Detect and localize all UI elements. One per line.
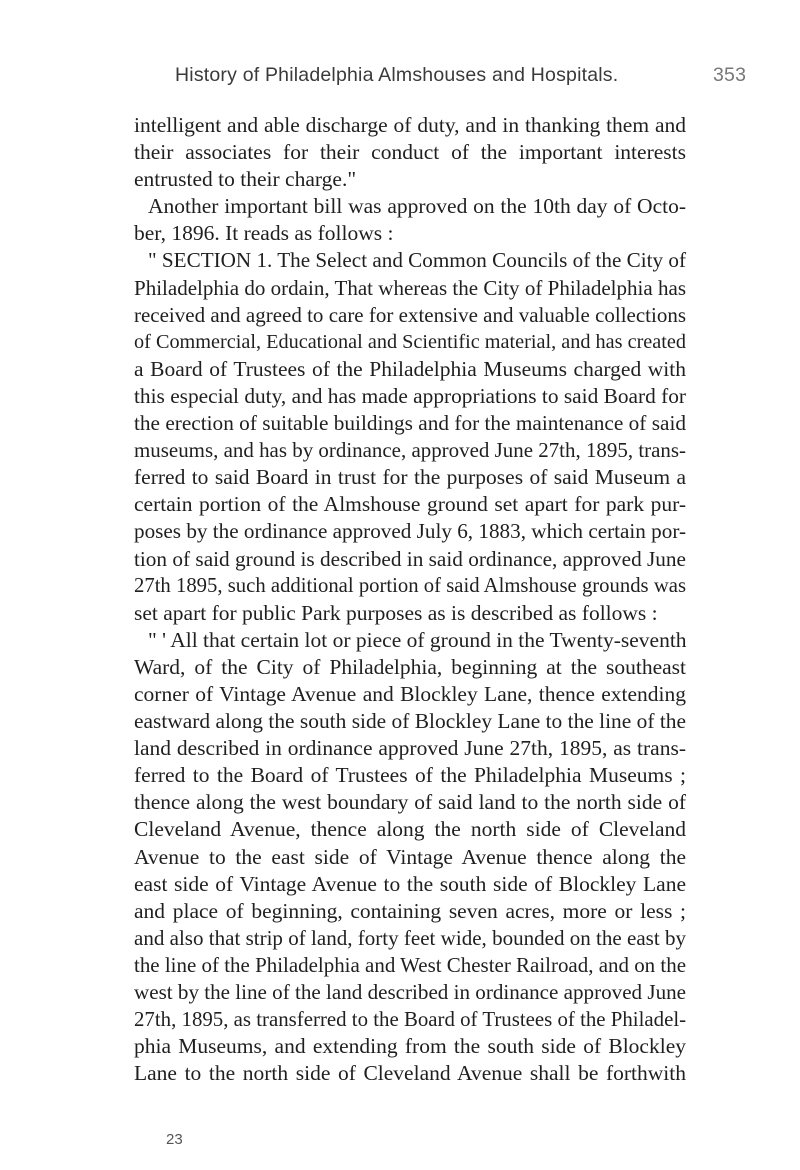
text-line: Philadelphia do ordain, That whereas the City of Philadelphia has [134, 275, 686, 300]
running-title: History of Philadelphia Almshouses and Hospitals. [175, 64, 619, 86]
text-line: certain portion of the Almshouse ground set apart for park pur- [134, 492, 686, 517]
text-line: Ward, of the City of Philadelphia, beginning at the southeast [134, 654, 686, 679]
text-line: ferred to said Board in trust for the purposes of said Museum a [134, 465, 686, 490]
text-line: corner of Vintage Avenue and Blockley Lane, thence extending [134, 681, 686, 706]
text-line: the erection of suitable buildings and for the maintenance of said [134, 411, 686, 436]
body-text [134, 112, 686, 1087]
text-line: Another important bill was approved on the 10th day of Octo- [148, 194, 686, 219]
signature-mark: 23 [166, 1131, 183, 1148]
text-line: east side of Vintage Avenue to the south side of Blockley Lane [134, 871, 686, 896]
text-line: thence along the west boundary of said land to the north side of [134, 790, 686, 815]
text-line: eastward along the south side of Blockley Lane to the line of the [134, 709, 686, 734]
text-line: tion of said ground is described in said ordinance, approved June [134, 546, 686, 571]
text-line: phia Museums, and extending from the south side of Blockley [134, 1034, 686, 1059]
text-line: museums, and has by ordinance, approved June 27th, 1895, trans- [134, 438, 686, 463]
text-line: set apart for public Park purposes as is described as follows : [134, 600, 658, 625]
text-line: received and agreed to care for extensive and valuable collections [134, 302, 686, 327]
text-line: Cleveland Avenue, thence along the north side of Cleveland [134, 817, 686, 842]
text-line: this especial duty, and has made appropriations to said Board for [134, 383, 687, 408]
text-line: Avenue to the east side of Vintage Avenue thence along the [134, 844, 686, 869]
text-line: west by the line of the land described in ordinance approved June [134, 980, 686, 1004]
text-line: and place of beginning, containing seven acres, more or less ; [134, 898, 686, 923]
text-line: ferred to the Board of Trustees of the Philadelphia Museums ; [134, 763, 686, 788]
text-line: of Commercial, Educational and Scientific material, and has created [134, 330, 686, 353]
text-line: poses by the ordinance approved July 6, 1883, which certain por- [134, 519, 686, 544]
text-line: a Board of Trustees of the Philadelphia Museums charged with [134, 356, 686, 381]
text-line: entrusted to their charge." [134, 167, 357, 192]
text-line: 27th 1895, such additional portion of said Almshouse grounds was [134, 574, 686, 597]
text-line: intelligent and able discharge of duty, and in thanking them and [134, 113, 686, 137]
page-number: 353 [713, 64, 747, 86]
text-line: " ' All that certain lot or piece of ground in the Twenty-seventh [148, 627, 687, 652]
text-line: land described in ordinance approved June 27th, 1895, as trans- [134, 736, 686, 761]
text-line: ber, 1896. It reads as follows : [134, 221, 394, 246]
text-line: their associates for their conduct of the important interests [134, 140, 686, 165]
text-line: the line of the Philadelphia and West Chester Railroad, and on the [134, 952, 686, 977]
text-line: " SECTION 1. The Select and Common Councils of the City of [148, 248, 686, 273]
text-line: Lane to the north side of Cleveland Avenue shall be forthwith [134, 1061, 686, 1086]
text-line: 27th, 1895, as transferred to the Board of Trustees of the Philadel- [134, 1007, 687, 1032]
text-line: and also that strip of land, forty feet wide, bounded on the east by [134, 925, 686, 950]
running-head [0, 64, 800, 92]
